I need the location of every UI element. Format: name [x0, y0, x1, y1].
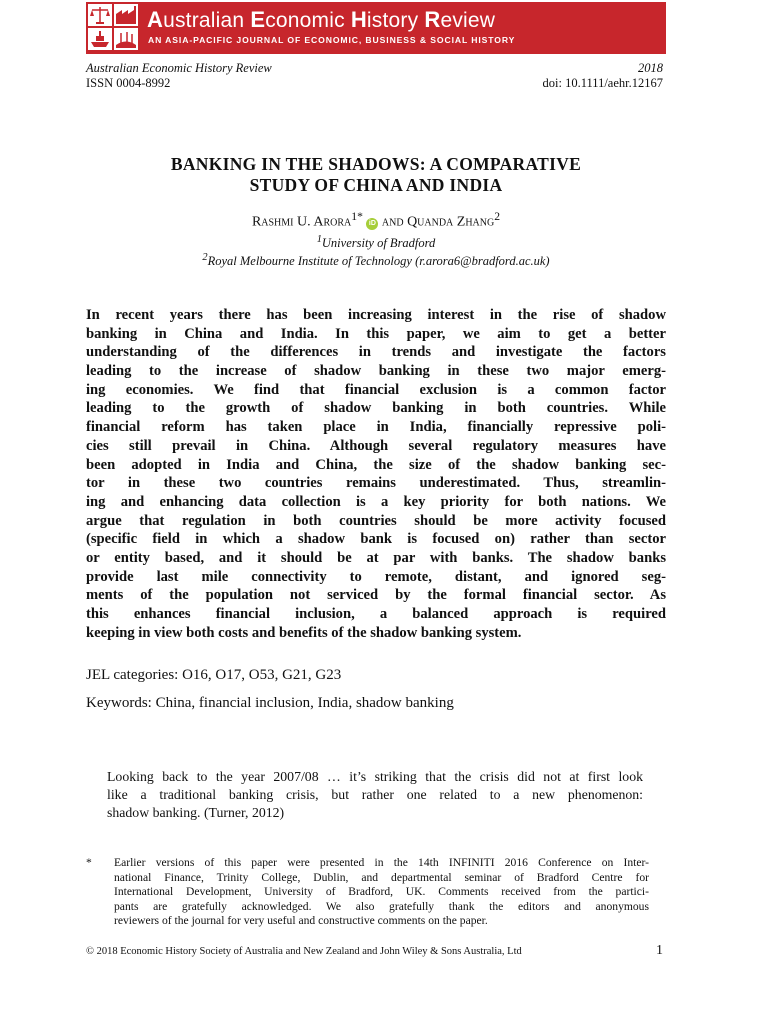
ship-icon [88, 28, 112, 50]
footnote-marker: * [86, 856, 92, 869]
abstract-line: argue that regulation in both countries should be more activity focused [86, 512, 666, 529]
banner-icon-grid [88, 4, 140, 52]
abstract [86, 306, 666, 642]
abstract-line: ing economies. We find that financial exclusion is a common factor [86, 381, 666, 398]
journal-banner-subtitle: AN ASIA-PACIFIC JOURNAL OF ECONOMIC, BUSINESS & SOCIAL HISTORY [148, 35, 516, 45]
author-name: Rashmi U. Arora [251, 214, 352, 230]
affiliation: $^1$University of Bradford [316, 234, 436, 251]
doi-link[interactable]: doi: 10.1111/aehr.12167 [542, 76, 663, 90]
orcid-icon[interactable]: iD [366, 218, 378, 230]
journal-name: Australian Economic History Review [86, 61, 272, 75]
page-number: 1 [656, 943, 663, 958]
abstract-line: (specific field in which a shadow bank is focused on) rather than sector [86, 531, 666, 548]
footnote-line: pants are gratefully acknowledged. We also gratefully thank the editors and anonymous [114, 899, 649, 913]
abstract-line: financial reform has taken place in India, financially repressive poli- [86, 419, 666, 436]
journal-banner [86, 2, 666, 54]
abstract-line: leading to the increase of shadow banking in these two major emerg- [86, 363, 666, 380]
crops-icon [114, 28, 138, 50]
abstract-line: ments of the population not serviced by the formal financial sector. As [86, 587, 666, 604]
footnote-line: International Development, University of Bradford, UK. Comments received from the partici- [114, 885, 649, 898]
journal-banner-title: Australian Economic History Review [147, 7, 496, 32]
abstract-line: cies still prevail in China. Although several regulatory measures have [86, 437, 666, 454]
publication-year: 2018 [638, 61, 663, 75]
quote-line: Looking back to the year 2007/08 … it’s striking that the crisis did not at first look [107, 769, 643, 784]
abstract-line: keeping in view both costs and benefits of the shadow banking system. [86, 624, 522, 641]
title-line: BANKING IN THE SHADOWS: A COMPARATIVE [170, 154, 582, 174]
scales-icon [88, 4, 112, 26]
author-conjunction: and [378, 214, 408, 230]
footnote-text [114, 856, 649, 929]
factory-icon [114, 4, 138, 26]
abstract-line: been adopted in India and China, the size of the shadow banking sec- [86, 456, 666, 473]
abstract-line: leading to the growth of shadow banking in both countries. While [86, 400, 666, 417]
article-title [86, 154, 666, 196]
author-list [86, 210, 666, 231]
footnote-line: national Finance, Trinity College, Dublin, and departmental seminar of Bradford Centre for [114, 870, 649, 884]
keywords: Keywords: China, financial inclusion, India, shadow banking [86, 695, 454, 711]
issn: ISSN 0004-8992 [86, 76, 171, 90]
abstract-line: provide last mile connectivity to remote, distant, and ignored seg- [86, 568, 666, 585]
quote-line: shadow banking. (Turner, 2012) [107, 805, 285, 820]
abstract-line: banking in China and India. In this paper, we aim to get a better [86, 325, 666, 342]
affiliation: $^2$Royal Melbourne Institute of Technology (r.arora6@bradford.ac.uk) [202, 252, 550, 269]
jel-categories: JEL categories: O16, O17, O53, G21, G23 [86, 667, 342, 683]
footnote-line: reviewers of the journal for very useful and constructive comments on the paper. [114, 914, 488, 927]
author-name: Quanda Zhang [407, 214, 495, 230]
title-line: STUDY OF CHINA AND INDIA [249, 175, 503, 195]
abstract-line: this enhances financial inclusion, a balanced approach is required [86, 606, 666, 622]
abstract-line: tor in these two countries remains underestimated. Thus, streamlin- [86, 475, 666, 492]
author-superscript: 1* [351, 210, 363, 223]
copyright-notice: © 2018 Economic History Society of Australia and New Zealand and John Wiley & Sons Australia, Ltd [86, 946, 522, 957]
author-superscript: 2 [494, 210, 501, 223]
abstract-line: ing and enhancing data collection is a key priority for both nations. We [86, 493, 666, 510]
abstract-line: In recent years there has been increasing interest in the rise of shadow [86, 307, 666, 323]
abstract-line: understanding of the differences in trends and investigate the factors [86, 344, 666, 361]
footnote-line: Earlier versions of this paper were presented in the 14th INFINITI 2016 Conference on Inter- [114, 856, 649, 869]
quote-line: like a traditional banking crisis, but rather one related to a new phenomenon: [107, 787, 643, 802]
epigraph-quote [107, 768, 643, 822]
abstract-line: or entity based, and it should be at par with banks. The shadow banks [86, 549, 666, 566]
